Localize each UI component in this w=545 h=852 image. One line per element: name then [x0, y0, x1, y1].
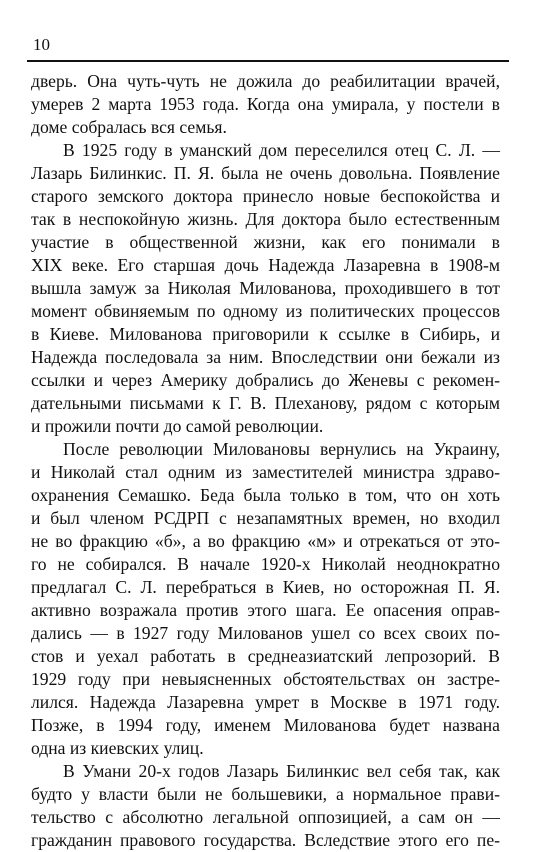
text-line: охранения Семашко. Беда была только в том, что он хоть [31, 485, 500, 505]
text-line: В 1925 году в уманский дом переселился отец С. Л. — [63, 140, 500, 160]
text-line: и прожили почти до самой революции. [31, 416, 324, 436]
text-line: ссылки и через Америку добрались до Женевы с рекомен- [31, 370, 500, 390]
text-line: не во фракцию «б», а во фракцию «м» и отрекаться от это- [31, 531, 500, 551]
text-line: 1929 году при невыясненных обстоятельствах он застре- [31, 669, 500, 689]
text-line: будто у власти были не большевики, а нормальное прави- [31, 784, 500, 804]
text-line: гражданин правового государства. Вследствие этого его пе- [31, 830, 500, 850]
text-line: и Николай стал одним из заместителей министра здраво- [31, 462, 500, 482]
text-line: стов и уехал работать в среднеазиатский лепрозорий. В [31, 646, 500, 666]
header-rule [27, 60, 509, 62]
body-text [31, 70, 500, 852]
paragraph [31, 70, 500, 139]
text-line: одна из киевских улиц. [31, 738, 204, 758]
page-number: 10 [33, 35, 50, 54]
text-line: дательными письмами к Г. В. Плеханову, рядом с которым [31, 393, 500, 413]
text-line: в Киеве. Милованова приговорили к ссылке в Сибирь, и [31, 324, 500, 344]
text-line: дверь. Она чуть-чуть не дожила до реабилитации врачей, [31, 71, 500, 91]
text-line: старого земского доктора принесло новые беспокойства и [31, 186, 500, 206]
paragraph [31, 760, 500, 852]
text-line: предлагал С. Л. перебраться в Киев, но осторожная П. Я. [31, 577, 500, 597]
text-line: лился. Надежда Лазаревна умрет в Москве в 1971 году. [31, 692, 500, 712]
text-line: Надежда последовала за ним. Впоследствии они бежали из [31, 347, 500, 367]
text-line: Лазарь Билинкис. П. Я. была не очень довольна. Появление [31, 163, 500, 183]
text-line: умерев 2 марта 1953 года. Когда она умирала, у постели в [31, 94, 500, 114]
text-line: XIX веке. Его старшая дочь Надежда Лазаревна в 1908-м [31, 255, 500, 275]
paragraph [31, 438, 500, 760]
text-line: После революции Миловановы вернулись на Украину, [63, 439, 500, 459]
text-line: тельство с абсолютно легальной оппозицией, а сам он — [31, 807, 500, 827]
text-line: дались — в 1927 году Милованов ушел со всех своих по- [31, 623, 500, 643]
paragraph [31, 139, 500, 438]
text-line: участие в общественной жизни, как его понимали в [31, 232, 500, 252]
text-line: доме собралась вся семья. [31, 117, 227, 137]
text-line: так в неспокойную жизнь. Для доктора было естественным [31, 209, 500, 229]
text-line: и был членом РСДРП с незапамятных времен, но входил [31, 508, 500, 528]
text-line: Позже, в 1994 году, именем Милованова будет названа [31, 715, 500, 735]
text-line: активно возражала против этого шага. Ее опасения оправ- [31, 600, 500, 620]
text-line: В Умани 20-х годов Лазарь Билинкис вел себя так, как [63, 761, 500, 781]
text-line: момент обвиняемым по одному из политических процессов [31, 301, 500, 321]
text-line: вышла замуж за Николая Милованова, проходившего в тот [31, 278, 500, 298]
text-line: го не собирался. В начале 1920-х Николай неоднократно [31, 554, 500, 574]
